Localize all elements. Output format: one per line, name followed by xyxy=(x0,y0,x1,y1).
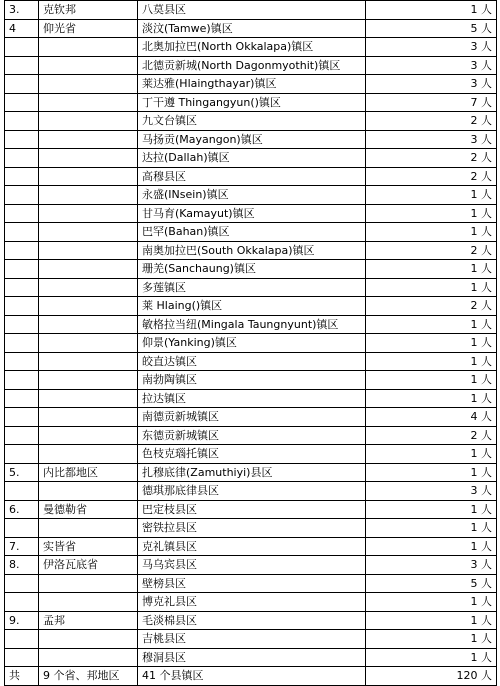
township-cell: 达拉(Dallah)镇区 xyxy=(138,149,366,168)
township-cell: 马乌宾县区 xyxy=(138,556,366,575)
row-number-cell xyxy=(5,56,39,75)
table-row xyxy=(5,426,497,445)
person-count-cell: 2 人 xyxy=(366,426,497,445)
state-name-cell xyxy=(39,630,138,649)
person-count-cell: 1 人 xyxy=(366,1,497,20)
township-cell: 色枝克瑙托镇区 xyxy=(138,445,366,464)
table-row xyxy=(5,1,497,20)
state-name-cell xyxy=(39,93,138,112)
person-count-cell: 1 人 xyxy=(366,315,497,334)
person-count-cell: 1 人 xyxy=(366,186,497,205)
township-cell: 皎直达镇区 xyxy=(138,352,366,371)
row-number-cell: 7. xyxy=(5,537,39,556)
township-cell: 克礼镇县区 xyxy=(138,537,366,556)
state-name-cell: 伊洛瓦底省 xyxy=(39,556,138,575)
state-name-cell xyxy=(39,519,138,538)
township-cell: 德琪那底律县区 xyxy=(138,482,366,501)
row-number-cell xyxy=(5,260,39,279)
person-count-cell: 120 人 xyxy=(366,667,497,686)
row-number-cell xyxy=(5,130,39,149)
state-name-cell: 内比都地区 xyxy=(39,463,138,482)
township-cell: 南德贡新城镇区 xyxy=(138,408,366,427)
row-number-cell xyxy=(5,389,39,408)
table-row xyxy=(5,408,497,427)
state-name-cell xyxy=(39,648,138,667)
state-name-cell xyxy=(39,371,138,390)
row-number-cell xyxy=(5,93,39,112)
row-number-cell xyxy=(5,426,39,445)
township-cell: 东德贡新城镇区 xyxy=(138,426,366,445)
person-count-cell: 2 人 xyxy=(366,167,497,186)
row-number-cell xyxy=(5,112,39,131)
state-name-cell xyxy=(39,223,138,242)
table-row xyxy=(5,297,497,316)
state-name-cell xyxy=(39,186,138,205)
township-cell: 博克礼县区 xyxy=(138,593,366,612)
state-name-cell xyxy=(39,278,138,297)
row-number-cell xyxy=(5,204,39,223)
township-cell: 多莲镇区 xyxy=(138,278,366,297)
table-body xyxy=(5,1,497,686)
person-count-cell: 3 人 xyxy=(366,130,497,149)
person-count-cell: 1 人 xyxy=(366,334,497,353)
person-count-cell: 1 人 xyxy=(366,593,497,612)
row-number-cell: 5. xyxy=(5,463,39,482)
township-cell: 永盛(INsein)镇区 xyxy=(138,186,366,205)
table-row xyxy=(5,463,497,482)
state-name-cell xyxy=(39,389,138,408)
person-count-cell: 1 人 xyxy=(366,648,497,667)
row-number-cell xyxy=(5,352,39,371)
person-count-cell: 1 人 xyxy=(366,352,497,371)
table-row xyxy=(5,56,497,75)
row-number-cell: 共 xyxy=(5,667,39,686)
township-cell: 穆洞县区 xyxy=(138,648,366,667)
table-row xyxy=(5,334,497,353)
township-cell: 南奥加拉巴(South Okkalapa)镇区 xyxy=(138,241,366,260)
person-count-cell: 1 人 xyxy=(366,611,497,630)
person-count-cell: 3 人 xyxy=(366,556,497,575)
table-row xyxy=(5,556,497,575)
person-count-cell: 1 人 xyxy=(366,371,497,390)
township-cell: 高穆县区 xyxy=(138,167,366,186)
table-row xyxy=(5,574,497,593)
township-cell: 扎穆底律(Zamuthiyi)县区 xyxy=(138,463,366,482)
row-number-cell xyxy=(5,574,39,593)
state-name-cell xyxy=(39,167,138,186)
row-number-cell: 6. xyxy=(5,500,39,519)
table-row xyxy=(5,130,497,149)
township-cell: 莱 Hlaing()镇区 xyxy=(138,297,366,316)
table-row xyxy=(5,371,497,390)
table-row xyxy=(5,389,497,408)
table-row xyxy=(5,93,497,112)
person-count-cell: 5 人 xyxy=(366,19,497,38)
state-name-cell xyxy=(39,352,138,371)
person-count-cell: 1 人 xyxy=(366,204,497,223)
person-count-cell: 1 人 xyxy=(366,537,497,556)
row-number-cell xyxy=(5,648,39,667)
table-row xyxy=(5,315,497,334)
township-cell: 北德贡新城(North Dagonmyothit)镇区 xyxy=(138,56,366,75)
table-row xyxy=(5,149,497,168)
row-number-cell xyxy=(5,408,39,427)
row-number-cell: 3. xyxy=(5,1,39,20)
state-name-cell xyxy=(39,574,138,593)
row-number-cell: 8. xyxy=(5,556,39,575)
state-name-cell xyxy=(39,297,138,316)
state-name-cell xyxy=(39,241,138,260)
row-number-cell xyxy=(5,519,39,538)
township-cell: 拉达镇区 xyxy=(138,389,366,408)
township-cell: 马扬贡(Mayangon)镇区 xyxy=(138,130,366,149)
table-row xyxy=(5,352,497,371)
township-cell: 41 个县镇区 xyxy=(138,667,366,686)
table-row xyxy=(5,167,497,186)
state-name-cell xyxy=(39,112,138,131)
table-row xyxy=(5,500,497,519)
state-name-cell: 曼德勒省 xyxy=(39,500,138,519)
person-count-cell: 3 人 xyxy=(366,482,497,501)
township-cell: 壁榜县区 xyxy=(138,574,366,593)
township-cell: 丁干遵 Thingangyun()镇区 xyxy=(138,93,366,112)
person-count-cell: 1 人 xyxy=(366,630,497,649)
row-number-cell xyxy=(5,593,39,612)
township-cell: 吉桃县区 xyxy=(138,630,366,649)
township-cell: 南勃陶镇区 xyxy=(138,371,366,390)
row-number-cell xyxy=(5,186,39,205)
summary-table xyxy=(4,0,497,686)
state-name-cell xyxy=(39,38,138,57)
table-row xyxy=(5,38,497,57)
row-number-cell: 4 xyxy=(5,19,39,38)
row-number-cell xyxy=(5,75,39,94)
table-row xyxy=(5,75,497,94)
table-row xyxy=(5,537,497,556)
state-name-cell: 实皆省 xyxy=(39,537,138,556)
person-count-cell: 3 人 xyxy=(366,75,497,94)
person-count-cell: 2 人 xyxy=(366,241,497,260)
person-count-cell: 1 人 xyxy=(366,260,497,279)
table-row xyxy=(5,204,497,223)
state-name-cell xyxy=(39,334,138,353)
row-number-cell xyxy=(5,445,39,464)
row-number-cell xyxy=(5,630,39,649)
state-name-cell xyxy=(39,75,138,94)
row-number-cell xyxy=(5,297,39,316)
table-row xyxy=(5,223,497,242)
table-row xyxy=(5,19,497,38)
person-count-cell: 7 人 xyxy=(366,93,497,112)
table-row xyxy=(5,667,497,686)
table-row xyxy=(5,482,497,501)
state-name-cell xyxy=(39,130,138,149)
state-name-cell: 仰光省 xyxy=(39,19,138,38)
state-name-cell xyxy=(39,408,138,427)
township-cell: 巴定枝县区 xyxy=(138,500,366,519)
person-count-cell: 1 人 xyxy=(366,278,497,297)
row-number-cell xyxy=(5,315,39,334)
township-cell: 北奥加拉巴(North Okkalapa)镇区 xyxy=(138,38,366,57)
row-number-cell xyxy=(5,482,39,501)
state-name-cell: 9 个省、邦地区 xyxy=(39,667,138,686)
row-number-cell xyxy=(5,38,39,57)
state-name-cell xyxy=(39,204,138,223)
township-cell: 仰景(Yanking)镇区 xyxy=(138,334,366,353)
table-row xyxy=(5,186,497,205)
township-cell: 毛淡棉县区 xyxy=(138,611,366,630)
person-count-cell: 3 人 xyxy=(366,56,497,75)
township-cell: 莱达雅(Hlaingthayar)镇区 xyxy=(138,75,366,94)
township-cell: 九文台镇区 xyxy=(138,112,366,131)
state-name-cell xyxy=(39,149,138,168)
table-row xyxy=(5,278,497,297)
state-name-cell xyxy=(39,315,138,334)
row-number-cell xyxy=(5,223,39,242)
state-name-cell xyxy=(39,56,138,75)
person-count-cell: 2 人 xyxy=(366,112,497,131)
person-count-cell: 1 人 xyxy=(366,500,497,519)
township-cell: 淡汶(Tamwe)镇区 xyxy=(138,19,366,38)
person-count-cell: 1 人 xyxy=(366,463,497,482)
table-row xyxy=(5,445,497,464)
state-name-cell: 孟邦 xyxy=(39,611,138,630)
township-cell: 密铁拉县区 xyxy=(138,519,366,538)
person-count-cell: 1 人 xyxy=(366,223,497,242)
person-count-cell: 1 人 xyxy=(366,445,497,464)
row-number-cell xyxy=(5,149,39,168)
state-name-cell xyxy=(39,426,138,445)
table-row xyxy=(5,611,497,630)
township-cell: 八莫县区 xyxy=(138,1,366,20)
row-number-cell xyxy=(5,241,39,260)
row-number-cell: 9. xyxy=(5,611,39,630)
table-row xyxy=(5,630,497,649)
table-row xyxy=(5,648,497,667)
person-count-cell: 4 人 xyxy=(366,408,497,427)
state-name-cell xyxy=(39,593,138,612)
state-name-cell: 克钦邦 xyxy=(39,1,138,20)
state-name-cell xyxy=(39,482,138,501)
township-cell: 甘马育(Kamayut)镇区 xyxy=(138,204,366,223)
row-number-cell xyxy=(5,334,39,353)
row-number-cell xyxy=(5,278,39,297)
township-cell: 敏格拉当纽(Mingala Taungnyunt)镇区 xyxy=(138,315,366,334)
person-count-cell: 2 人 xyxy=(366,297,497,316)
state-name-cell xyxy=(39,445,138,464)
table-row xyxy=(5,112,497,131)
person-count-cell: 2 人 xyxy=(366,149,497,168)
table-row xyxy=(5,593,497,612)
township-cell: 巴罕(Bahan)镇区 xyxy=(138,223,366,242)
table-row xyxy=(5,260,497,279)
person-count-cell: 1 人 xyxy=(366,519,497,538)
person-count-cell: 1 人 xyxy=(366,389,497,408)
row-number-cell xyxy=(5,167,39,186)
table-row xyxy=(5,519,497,538)
state-name-cell xyxy=(39,260,138,279)
row-number-cell xyxy=(5,371,39,390)
township-cell: 珊羌(Sanchaung)镇区 xyxy=(138,260,366,279)
person-count-cell: 3 人 xyxy=(366,38,497,57)
table-row xyxy=(5,241,497,260)
person-count-cell: 5 人 xyxy=(366,574,497,593)
